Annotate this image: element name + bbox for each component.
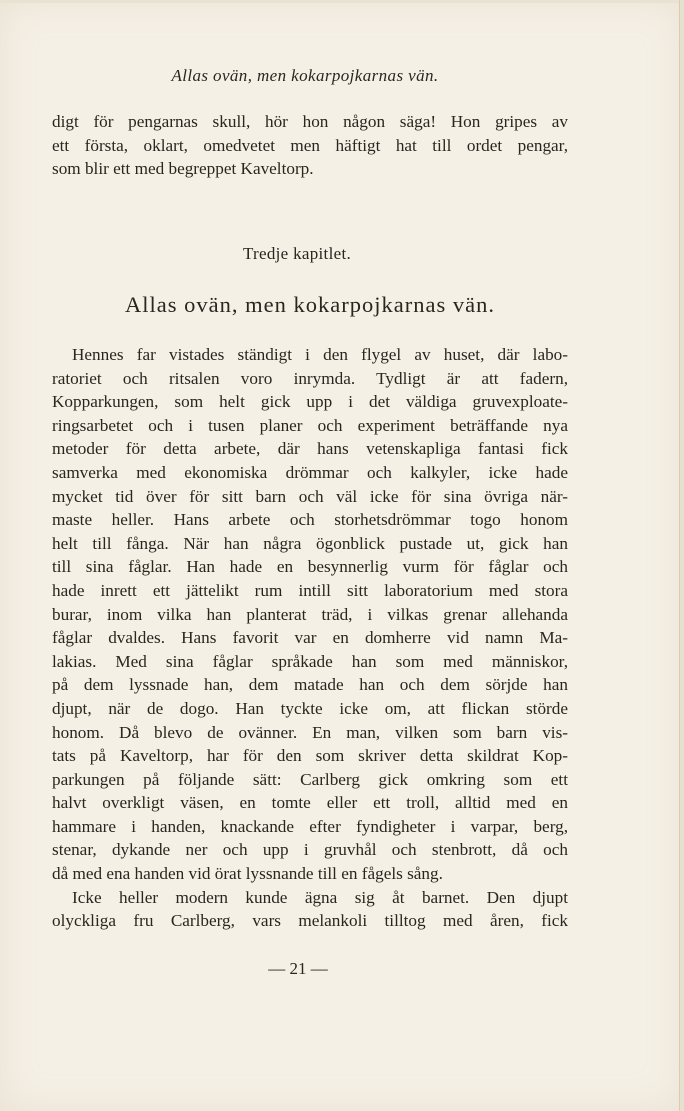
main-paragraph bbox=[52, 343, 568, 933]
text-line: honom. Då blevo de ovänner. En man, vilken som barn vis- bbox=[52, 722, 568, 742]
text-line: ett första, oklart, omedvetet men häftigt hat till ordet pengar, bbox=[52, 135, 568, 155]
text-line: digt för pengarnas skull, hör hon någon säga! Hon gripes av bbox=[52, 112, 568, 131]
text-line: på dem lyssnade han, dem matade han och dem sörjde han bbox=[52, 675, 568, 695]
text-line: helt till fånga. När han några ögonblick pustade ut, gick han bbox=[52, 533, 568, 553]
text-line: halvt overkligt väsen, en tomte eller ett troll, alltid med en bbox=[52, 793, 568, 813]
text-line: fåglar dvaldes. Hans favorit var en domherre vid namn Ma- bbox=[52, 628, 568, 648]
text-line: Kopparkungen, som helt gick upp i det väldiga gruvexploate- bbox=[52, 392, 568, 412]
text-line: olyckliga fru Carlberg, vars melankoli tilltog med åren, fick bbox=[52, 911, 568, 931]
text-line: burar, inom vilka han planterat träd, i vilkas grenar allehanda bbox=[52, 604, 568, 624]
text-line: hade inrett ett jättelikt rum intill sitt laboratorium med stora bbox=[52, 580, 568, 600]
text-line: Hennes far vistades ständigt i den flygel av huset, där labo- bbox=[72, 345, 568, 364]
running-head: Allas ovän, men kokarpojkarnas vän. bbox=[171, 66, 439, 85]
text-line: Icke heller modern kunde ägna sig åt barnet. Den djupt bbox=[72, 887, 568, 907]
chapter-number: Tredje kapitlet. bbox=[242, 244, 352, 263]
chapter-title: Allas ovän, men kokarpojkarnas vän. bbox=[125, 292, 495, 317]
text-line: då med ena handen vid örat lyssnande till en fågels sång. bbox=[52, 864, 443, 884]
text-line: tats på Kaveltorp, har för den som skriver detta skildrat Kop- bbox=[52, 746, 568, 766]
text-line: stenar, dykande ner och upp i gruvhål och stenbrott, då och bbox=[52, 840, 568, 860]
text-line: ringsarbetet och i tusen planer och experiment beträffande nya bbox=[52, 415, 568, 435]
text-line: parkungen på följande sätt: Carlberg gick omkring som ett bbox=[52, 769, 568, 789]
text-line: metoder för detta arbete, där hans vetenskapliga fantasi fick bbox=[52, 439, 568, 459]
text-line: lakias. Med sina fåglar språkade han som med människor, bbox=[52, 651, 568, 671]
page-right-edge bbox=[679, 0, 684, 1111]
page-top-edge bbox=[0, 0, 684, 3]
continued-paragraph bbox=[52, 110, 568, 181]
text-line: hammare i handen, knackande efter fyndigheter i varpar, berg, bbox=[52, 816, 568, 836]
text-line: mycket tid över för sitt barn och väl icke för sina övriga när- bbox=[52, 486, 568, 506]
text-line: som blir ett med begreppet Kaveltorp. bbox=[52, 159, 314, 179]
text-line: maste heller. Hans arbete och storhetsdrömmar togo honom bbox=[52, 510, 568, 530]
text-line: djupt, när de dogo. Han tyckte icke om, att flickan störde bbox=[52, 698, 568, 718]
text-line: samverka med ekonomiska drömmar och kalkyler, icke hade bbox=[52, 462, 568, 482]
page-number: — 21 — bbox=[268, 959, 328, 978]
text-line: ratoriet och ritsalen voro inrymda. Tydligt är att fadern, bbox=[52, 368, 568, 388]
text-line: till sina fåglar. Han hade en besynnerlig vurm för fåglar och bbox=[52, 557, 568, 577]
